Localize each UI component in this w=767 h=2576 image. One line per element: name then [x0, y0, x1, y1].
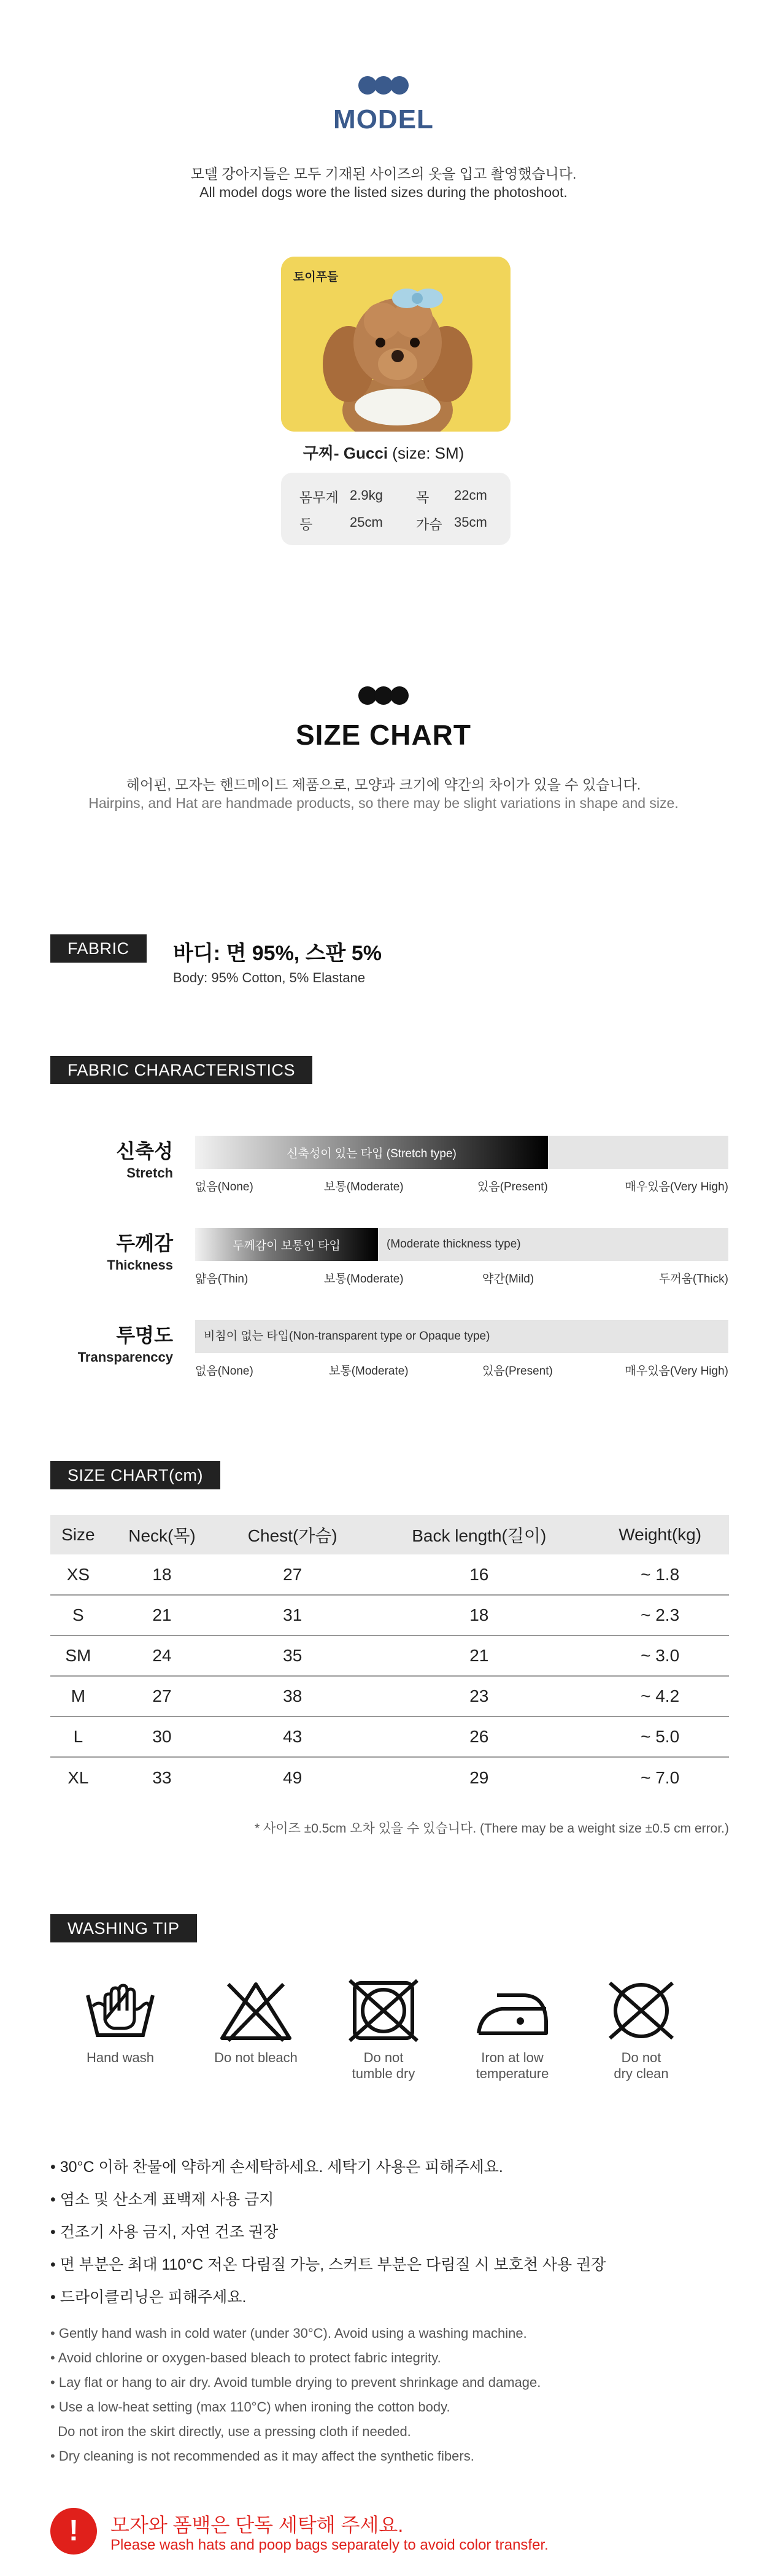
- wash-label: tumble dry: [352, 2066, 415, 2081]
- thickness-tick: 두꺼움(Thick): [658, 1273, 728, 1286]
- model-photo: [281, 257, 511, 432]
- table-cell: 23: [367, 1676, 591, 1717]
- model-description-en: All model dogs wore the listed sizes during the photoshoot.: [199, 184, 568, 200]
- back-label: 등: [299, 517, 313, 532]
- transparency-label-en: Transparenccy: [77, 1349, 173, 1365]
- table-cell: 49: [283, 1767, 303, 1787]
- table-row: [50, 1757, 729, 1798]
- thickness-label-ko: 두께감: [116, 1232, 173, 1254]
- model-size: (size: SM): [392, 444, 464, 462]
- table-cell: 43: [218, 1717, 367, 1757]
- list-item: • Use a low-heat setting (max 110°C) when ironing the cotton body.: [50, 2399, 450, 2415]
- list-item: • 염소 및 산소계 표백제 사용 금지: [50, 2191, 274, 2208]
- thickness-tick: 보통(Moderate): [324, 1273, 404, 1286]
- table-cell: ~ 7.0: [641, 1767, 680, 1787]
- neck-value: 22cm: [454, 487, 487, 503]
- thickness-extra-text: (Moderate thickness type): [387, 1238, 521, 1251]
- size-chart-title: SIZE CHART: [296, 719, 471, 751]
- thickness-track: [195, 1228, 728, 1261]
- table-row: [50, 1676, 729, 1717]
- list-item: • 드라이클리닝은 피해주세요.: [50, 2289, 247, 2306]
- size-table-note: * 사이즈 ±0.5cm 오차 있을 수 있습니다. (There may be a weight size ±0.5 cm error.): [255, 1821, 729, 1836]
- table-cell: 26: [367, 1717, 591, 1757]
- fabric-main: 바디: 면 95%, 스판 5%: [173, 942, 382, 965]
- table-cell: M: [50, 1676, 106, 1717]
- size-chart-cm-label: SIZE CHART(cm): [50, 1461, 220, 1489]
- photo-breed-tag: 토이푸들: [293, 271, 339, 284]
- table-row: [50, 1554, 729, 1595]
- neck-label: 목: [416, 490, 430, 505]
- list-item: • 30°C 이하 찬물에 약하게 손세탁하세요. 세탁기 사용은 피해주세요.: [50, 2159, 503, 2176]
- stretch-tick: 있음(Present): [477, 1181, 548, 1193]
- transparency-ticks: [195, 1362, 728, 1376]
- table-row: [50, 1717, 729, 1757]
- stretch-label-en: Stretch: [126, 1165, 173, 1181]
- table-header-cell: Neck(목): [106, 1515, 218, 1554]
- stretch-tick: 매우있음(Very High): [625, 1181, 728, 1193]
- table-cell: XS: [50, 1554, 106, 1595]
- table-cell: XL: [67, 1767, 89, 1787]
- transparency-tick: 보통(Moderate): [329, 1365, 409, 1378]
- wash-label: Hand wash: [86, 2050, 155, 2065]
- list-item: • Gently hand wash in cold water (under 30°C). Avoid using a washing machine.: [50, 2326, 527, 2341]
- fabric-label: FABRIC: [50, 934, 147, 963]
- table-row: [50, 1635, 729, 1676]
- transparency-tick: 있음(Present): [482, 1365, 553, 1378]
- no-dry-clean-icon: [601, 1977, 681, 2044]
- table-cell: L: [50, 1717, 106, 1757]
- transparency-tick: 매우있음(Very High): [625, 1365, 728, 1378]
- wash-item-iron-low: [457, 1977, 568, 2082]
- table-cell: SM: [50, 1635, 106, 1676]
- wash-item-no-bleach: [201, 1977, 311, 2066]
- warning-text-ko: 모자와 폼백은 단독 세탁해 주세요.: [110, 2514, 404, 2536]
- wash-label: Do not: [621, 2050, 661, 2065]
- table-cell: 35: [218, 1635, 367, 1676]
- table-cell: ~ 5.0: [591, 1717, 729, 1757]
- table-cell: S: [50, 1595, 106, 1635]
- warning-icon: !: [50, 2508, 97, 2555]
- warning-text-en: Please wash hats and poop bags separately to avoid color transfer.: [110, 2537, 549, 2553]
- table-cell: 38: [218, 1676, 367, 1717]
- table-cell: 24: [106, 1635, 218, 1676]
- no-tumble-dry-icon: [344, 1977, 423, 2044]
- table-cell: ~ 3.0: [591, 1635, 729, 1676]
- thickness-tick: 약간(Mild): [482, 1273, 534, 1286]
- table-header-cell: Weight(kg): [591, 1515, 729, 1554]
- list-item: • Dry cleaning is not recommended as it may affect the synthetic fibers.: [50, 2448, 474, 2464]
- table-header-cell: Size: [50, 1515, 106, 1554]
- model-stats-box: [281, 473, 511, 545]
- table-cell: 33: [152, 1767, 172, 1787]
- list-item: • Avoid chlorine or oxygen-based bleach to protect fabric integrity.: [50, 2350, 441, 2365]
- wash-label: dry clean: [614, 2066, 669, 2081]
- thickness-tick: 얇음(Thin): [195, 1273, 249, 1286]
- table-cell: 16: [367, 1554, 591, 1595]
- stretch-ticks: [195, 1177, 728, 1192]
- hand-wash-icon: [80, 1977, 160, 2044]
- wash-item-hand-wash: [65, 1977, 175, 2066]
- table-cell: 21: [367, 1635, 591, 1676]
- model-title: MODEL: [333, 104, 434, 134]
- no-bleach-icon: [216, 1977, 296, 2044]
- chest-value: 35cm: [454, 514, 487, 530]
- table-cell: ~ 4.2: [591, 1676, 729, 1717]
- transparency-tick: 없음(None): [195, 1365, 253, 1378]
- stretch-track: [195, 1136, 728, 1169]
- washing-tip-label: WASHING TIP: [50, 1914, 197, 1942]
- model-dots-icon: [360, 76, 407, 95]
- back-value: 25cm: [350, 514, 383, 530]
- iron-low-icon: [472, 1977, 552, 2044]
- table-cell: 30: [106, 1717, 218, 1757]
- model-description-ko: 모델 강아지들은 모두 기재된 사이즈의 옷을 입고 촬영했습니다.: [190, 166, 577, 182]
- table-cell: 18: [106, 1554, 218, 1595]
- table-cell: ~ 2.3: [591, 1595, 729, 1635]
- wash-label: temperature: [476, 2066, 549, 2081]
- table-cell: 29: [469, 1767, 489, 1787]
- wash-item-no-dry-clean: [586, 1977, 696, 2082]
- table-cell: 31: [218, 1595, 367, 1635]
- stretch-fill: 신축성이 있는 타입 (Stretch type): [195, 1136, 548, 1169]
- fabric-characteristics-label: FABRIC CHARACTERISTICS: [50, 1056, 312, 1084]
- stretch-tick: 없음(None): [195, 1181, 253, 1193]
- size-chart-description-en: Hairpins, and Hat are handmade products, so there may be slight variations in shape and size.: [88, 795, 679, 811]
- model-name: [0, 441, 767, 464]
- stretch-tick: 보통(Moderate): [324, 1181, 404, 1193]
- washing-instructions-ko: [50, 2155, 606, 2318]
- size-chart-dots-icon: [360, 686, 407, 705]
- weight-value: 2.9kg: [350, 487, 383, 503]
- thickness-fill: 두께감이 보통인 타입: [195, 1228, 378, 1261]
- stretch-label-ko: 신축성: [116, 1140, 173, 1162]
- washing-instructions-en: [50, 2326, 541, 2473]
- table-cell: ~ 1.8: [591, 1554, 729, 1595]
- table-row: [50, 1595, 729, 1635]
- table-cell: 18: [367, 1595, 591, 1635]
- size-table: [50, 1515, 729, 1798]
- table-cell: 21: [106, 1595, 218, 1635]
- model-name-bold: 구찌- Gucci: [303, 444, 388, 462]
- list-item: • Lay flat or hang to air dry. Avoid tumble drying to prevent shrinkage and damage.: [50, 2375, 541, 2390]
- wash-label: Do not: [363, 2050, 404, 2065]
- transparency-bar-text: 비침이 없는 타입(Non-transparent type or Opaque type): [204, 1330, 490, 1343]
- table-cell: 27: [218, 1554, 367, 1595]
- transparency-track: [195, 1320, 728, 1353]
- list-item: Do not iron the skirt directly, use a pressing cloth if needed.: [58, 2424, 411, 2439]
- thickness-ticks: [195, 1270, 728, 1284]
- list-item: • 면 부분은 최대 110°C 저온 다림질 가능, 스커트 부분은 다림질 시 보호천 사용 권장: [50, 2256, 606, 2273]
- wash-label: Do not bleach: [214, 2050, 298, 2065]
- size-chart-description-ko: 헤어핀, 모자는 핸드메이드 제품으로, 모양과 크기에 약간의 차이가 있을 수 있습니다.: [126, 777, 641, 793]
- table-header-row: [50, 1515, 729, 1554]
- transparency-label-ko: 투명도: [116, 1324, 173, 1346]
- table-header-cell: Chest(가슴): [218, 1515, 367, 1554]
- fabric-sub: Body: 95% Cotton, 5% Elastane: [173, 970, 366, 985]
- wash-label: Iron at low: [481, 2050, 544, 2065]
- wash-item-no-tumble-dry: [328, 1977, 439, 2082]
- table-cell: 27: [106, 1676, 218, 1717]
- chest-label: 가슴: [416, 517, 442, 532]
- table-header-cell: Back length(길이): [367, 1515, 591, 1554]
- weight-label: 몸무게: [299, 490, 339, 505]
- thickness-label-en: Thickness: [107, 1257, 173, 1273]
- list-item: • 건조기 사용 금지, 자연 건조 권장: [50, 2224, 279, 2241]
